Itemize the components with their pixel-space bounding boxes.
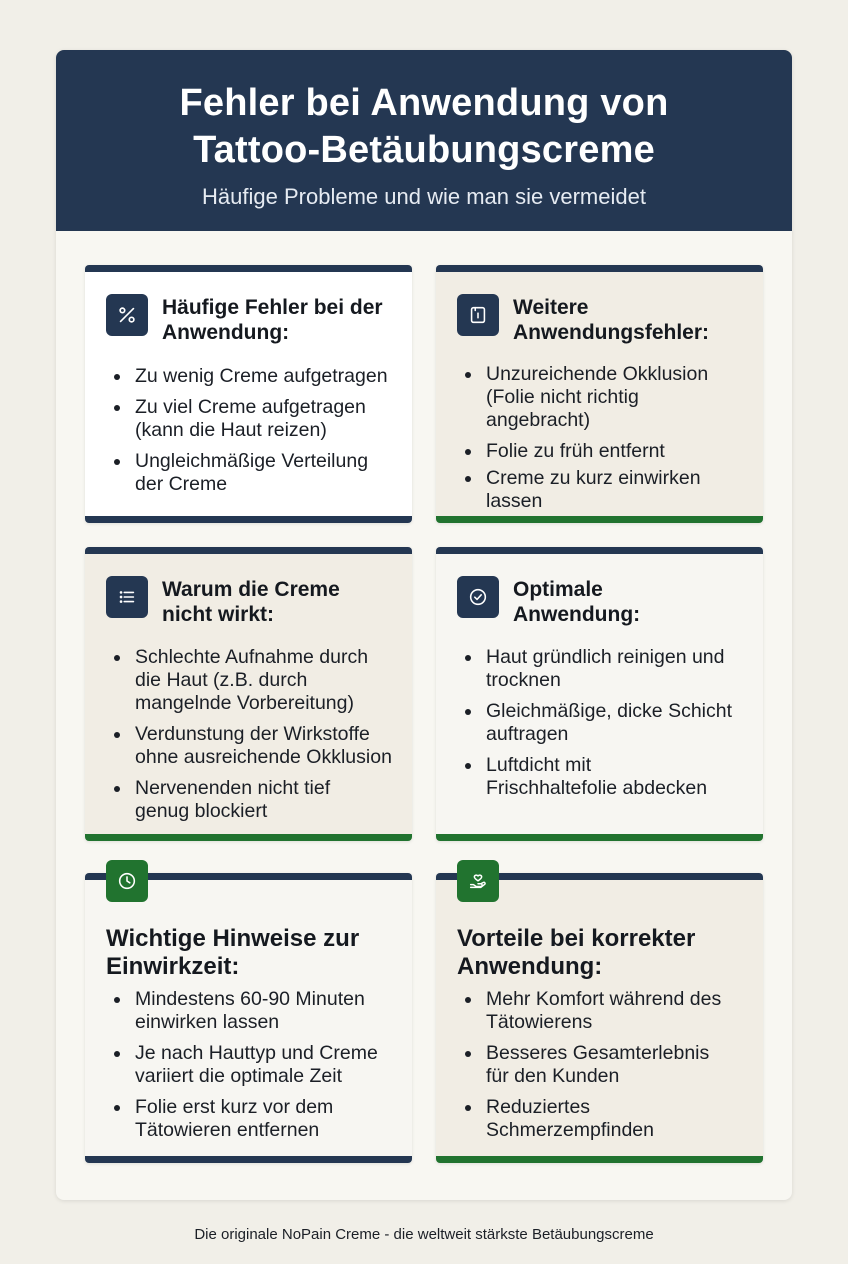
- list-item: Creme zu kurz einwirken lassen: [464, 467, 755, 513]
- footer-tagline: Die originale NoPain Creme - die weltweit stärkste Betäubungscreme: [194, 1226, 654, 1243]
- list-item: Luftdicht mit Frischhaltefolie abdecken: [464, 754, 755, 800]
- timer-box-icon: [457, 294, 499, 336]
- header-banner: [56, 50, 792, 231]
- percent-icon: [106, 294, 148, 336]
- list-item: Je nach Hauttyp und Creme variiert die optimale Zeit: [113, 1042, 404, 1088]
- card-title: Warum die Creme nicht wirkt:: [162, 578, 340, 626]
- card-list: [113, 988, 404, 1150]
- list-item: Reduziertes Schmerzempfinden: [464, 1096, 755, 1142]
- list-item: Gleichmäßige, dicke Schicht auftragen: [464, 700, 755, 746]
- card-title: Weitere Anwendungsfehler:: [513, 296, 710, 344]
- list-item: Ungleichmäßige Verteilung der Creme: [113, 450, 404, 496]
- list-item: Nervenenden nicht tief genug blockiert: [113, 777, 404, 823]
- heart-hand-icon: [457, 860, 499, 902]
- clock-icon: [106, 860, 148, 902]
- list-item: Zu viel Creme aufgetragen (kann die Haut reizen): [113, 396, 404, 442]
- page-title: [56, 80, 792, 174]
- list-item: Schlechte Aufnahme durch die Haut (z.B. durch mangelnde Vorbereitung): [113, 646, 404, 715]
- title-line-1: Fehler bei Anwendung von: [179, 82, 669, 124]
- list-item: Mehr Komfort während des Tätowierens: [464, 988, 755, 1034]
- card-title: Vorteile bei korrekter Anwendung:: [457, 925, 696, 980]
- list-item: Folie zu früh entfernt: [464, 440, 755, 463]
- card-optimal-application: [436, 547, 763, 841]
- card-benefits: [436, 873, 763, 1163]
- list-item: Folie erst kurz vor dem Tätowieren entfernen: [113, 1096, 404, 1142]
- list-item: Mindestens 60-90 Minuten einwirken lassen: [113, 988, 404, 1034]
- card-list: [464, 363, 755, 521]
- page-subtitle: Häufige Probleme und wie man sie vermeidet: [202, 184, 646, 209]
- check-circle-icon: [457, 576, 499, 618]
- list-icon: [106, 576, 148, 618]
- card-title: Häufige Fehler bei der Anwendung:: [162, 296, 383, 344]
- card-list: [464, 646, 755, 808]
- card-bottom-bar: [436, 834, 763, 841]
- infographic-sheet: [56, 50, 792, 1200]
- card-bottom-bar: [85, 834, 412, 841]
- card-title: Optimale Anwendung:: [513, 578, 641, 626]
- card-exposure-time: [85, 873, 412, 1163]
- list-item: Unzureichende Okklusion (Folie nicht richtig angebracht): [464, 363, 755, 432]
- list-item: Zu wenig Creme aufgetragen: [113, 365, 404, 388]
- card-list: [113, 365, 404, 504]
- card-further-mistakes: [436, 265, 763, 523]
- list-item: Verdunstung der Wirkstoffe ohne ausreichende Okklusion: [113, 723, 404, 769]
- card-bottom-bar: [436, 516, 763, 523]
- card-bottom-bar: [85, 516, 412, 523]
- card-why-not-working: [85, 547, 412, 841]
- card-bottom-bar: [436, 1156, 763, 1163]
- card-common-mistakes: [85, 265, 412, 523]
- card-bottom-bar: [85, 1156, 412, 1163]
- list-item: Besseres Gesamterlebnis für den Kunden: [464, 1042, 755, 1088]
- card-list: [464, 988, 755, 1150]
- title-line-2: Tattoo-Betäubungscreme: [193, 129, 655, 171]
- card-title: Wichtige Hinweise zur Einwirkzeit:: [106, 925, 360, 980]
- card-list: [113, 646, 404, 831]
- list-item: Haut gründlich reinigen und trocknen: [464, 646, 755, 692]
